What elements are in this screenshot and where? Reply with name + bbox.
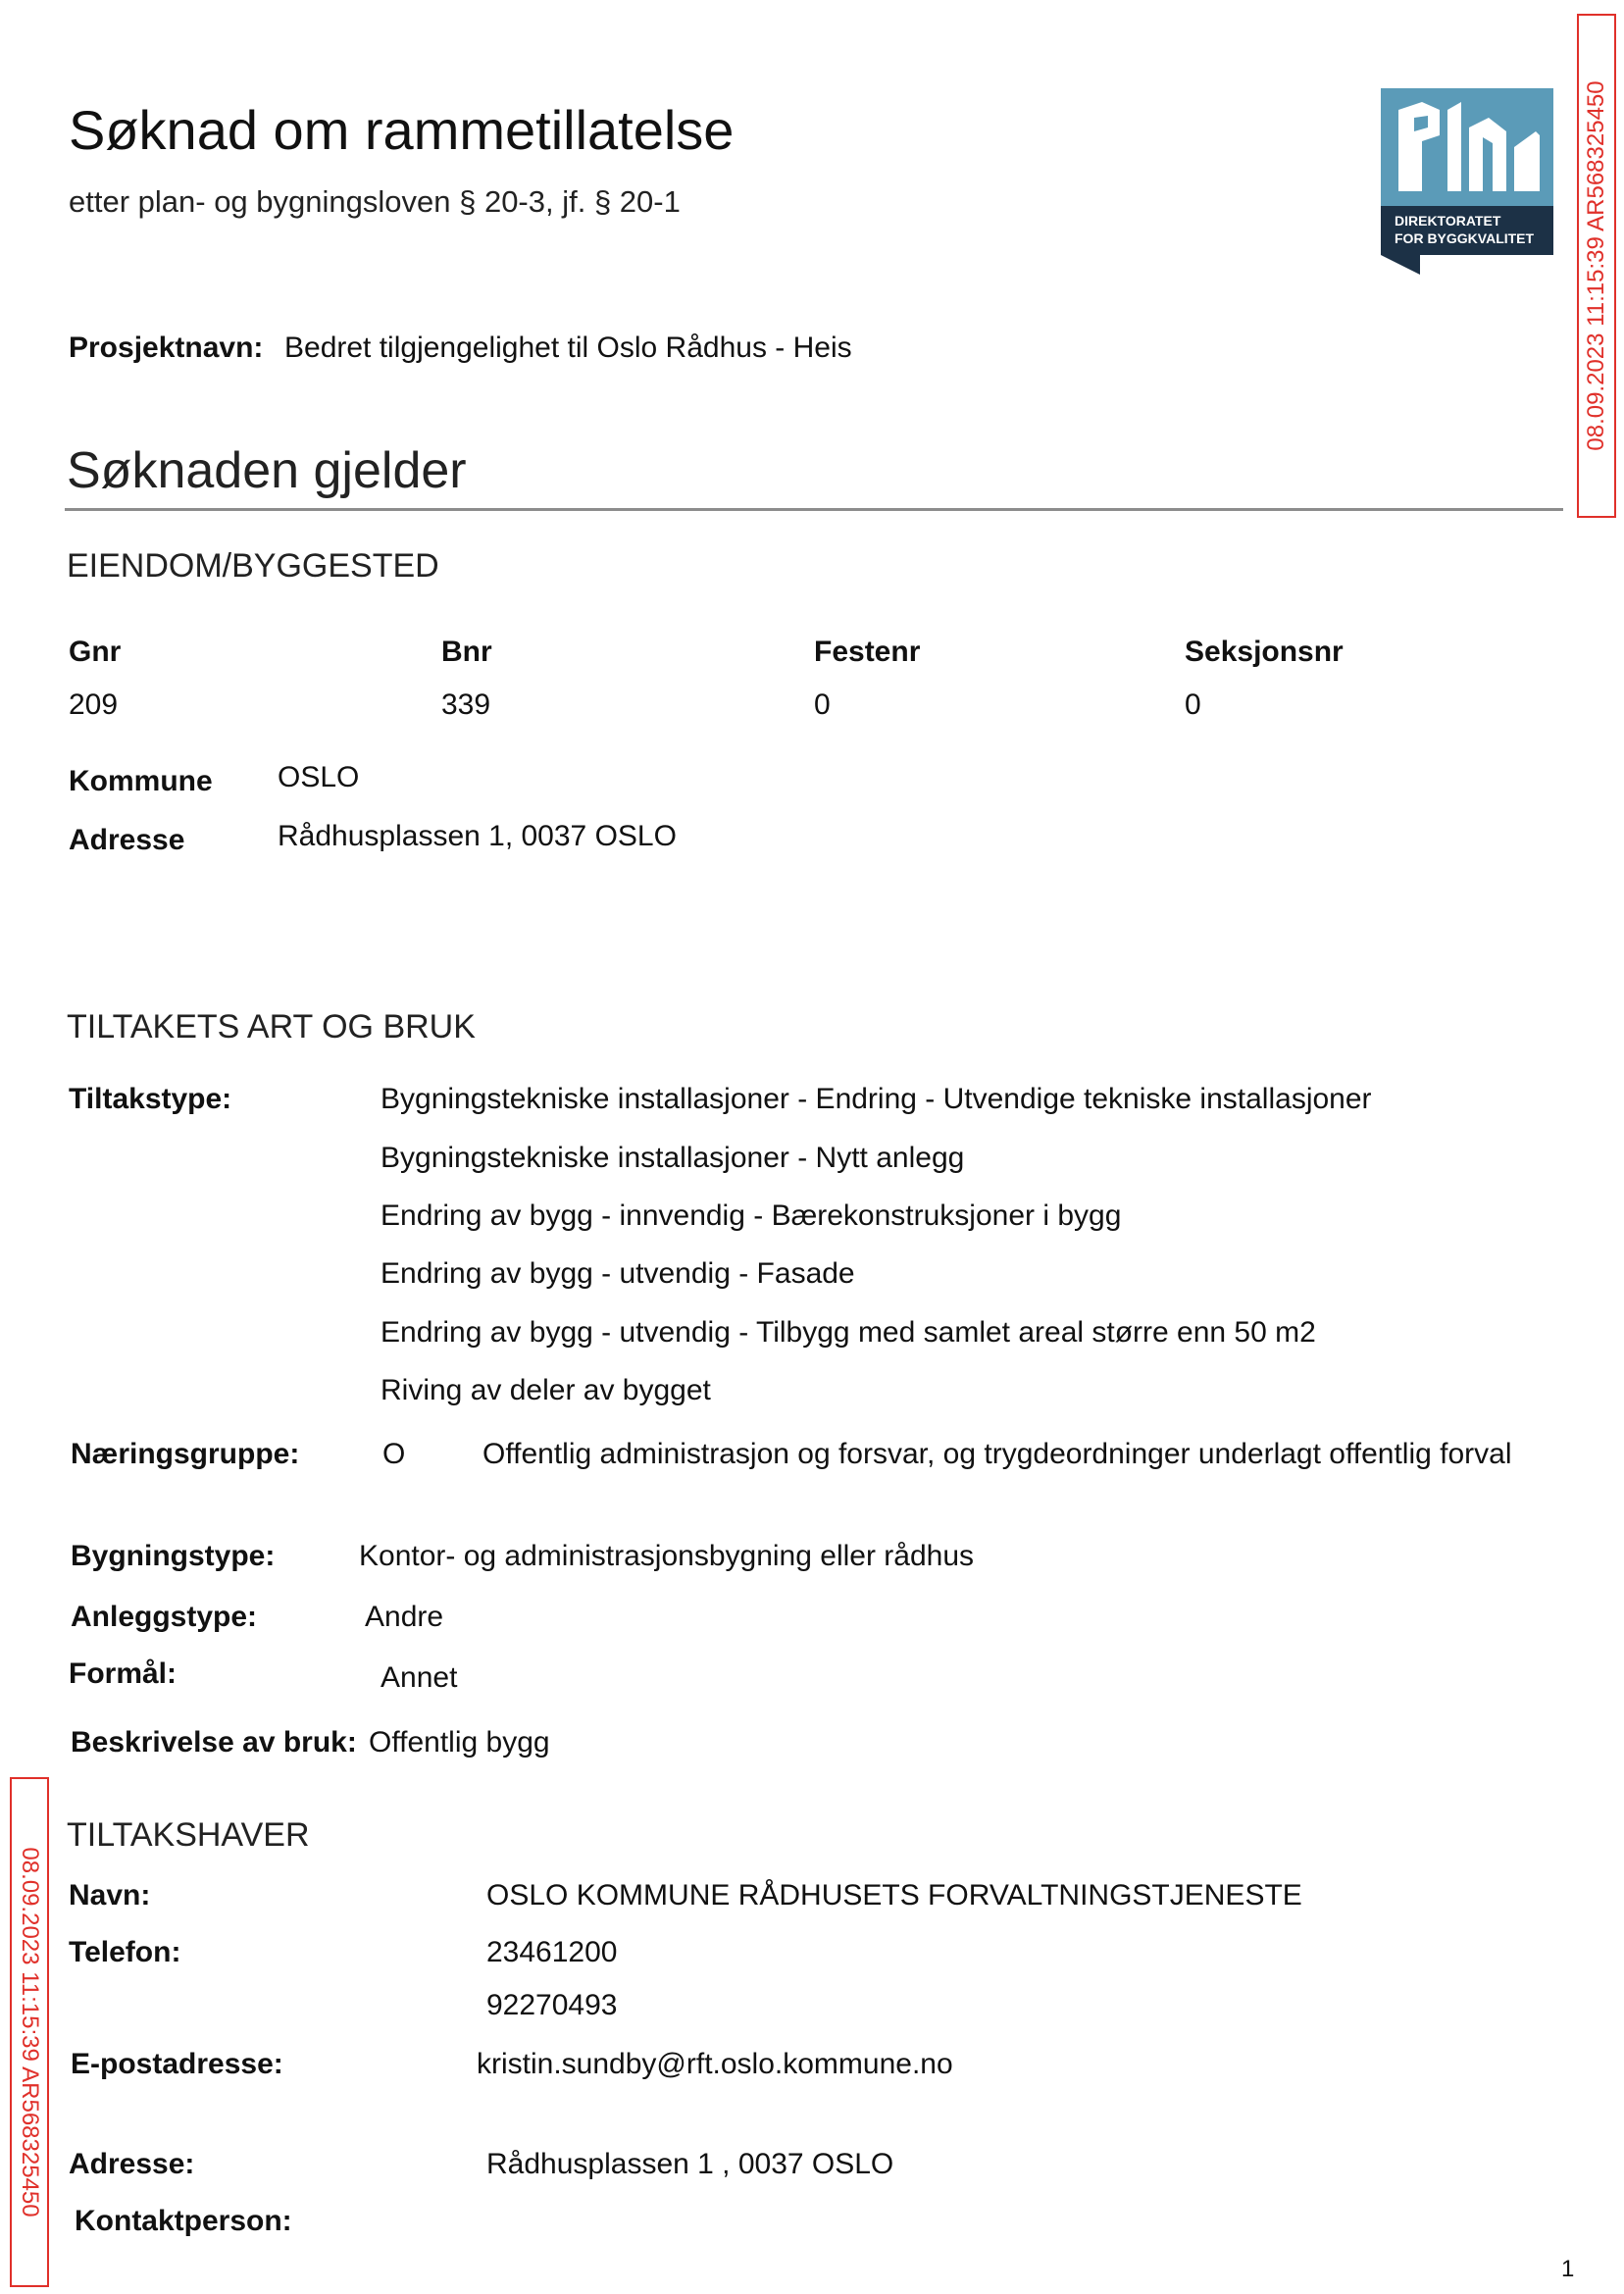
tiltakstype-item: Bygningstekniske installasjoner - Nytt anlegg bbox=[381, 1142, 965, 1174]
tiltakshaver-adresse-value: Rådhusplassen 1 , 0037 OSLO bbox=[486, 2148, 894, 2180]
tiltakshaver-heading: TILTAKSHAVER bbox=[67, 1816, 310, 1854]
document-title: Søknad om rammetillatelse bbox=[69, 99, 735, 161]
project-value: Bedret tilgjengelighet til Oslo Rådhus - Heis bbox=[284, 331, 852, 364]
seksjonsnr-value: 0 bbox=[1185, 688, 1201, 721]
archive-stamp-right bbox=[1577, 14, 1616, 518]
tiltakstype-item: Endring av bygg - innvendig - Bærekonstruksjoner i bygg bbox=[381, 1199, 1122, 1232]
kommune-label: Kommune bbox=[69, 765, 213, 797]
festenr-label: Festenr bbox=[814, 636, 921, 668]
naeringsgruppe-code: O bbox=[382, 1438, 406, 1470]
bygningstype-value: Kontor- og administrasjonsbygning eller rådhus bbox=[359, 1540, 975, 1572]
telefon-value: 92270493 bbox=[486, 1989, 618, 2021]
formal-label: Formål: bbox=[69, 1657, 178, 1690]
section-divider bbox=[65, 508, 1563, 511]
kontaktperson-label: Kontaktperson: bbox=[75, 2205, 292, 2237]
telefon-label: Telefon: bbox=[69, 1936, 181, 1968]
naeringsgruppe-label: Næringsgruppe: bbox=[71, 1438, 300, 1470]
tiltak-heading: TILTAKETS ART OG BRUK bbox=[67, 1008, 476, 1045]
tiltakstype-label: Tiltakstype: bbox=[69, 1083, 232, 1115]
project-label: Prosjektnavn: bbox=[69, 331, 264, 364]
archive-stamp-left bbox=[10, 1777, 49, 2287]
adresse-value: Rådhusplassen 1, 0037 OSLO bbox=[278, 820, 677, 852]
festenr-value: 0 bbox=[814, 688, 831, 721]
bygningstype-label: Bygningstype: bbox=[71, 1540, 276, 1572]
logo-tail bbox=[1381, 255, 1420, 275]
epost-label: E-postadresse: bbox=[71, 2048, 283, 2080]
gnr-value: 209 bbox=[69, 688, 119, 721]
anleggstype-label: Anleggstype: bbox=[71, 1601, 258, 1633]
formal-value: Annet bbox=[381, 1661, 458, 1694]
tiltakstype-item: Bygningstekniske installasjoner - Endring - Utvendige tekniske installasjoner bbox=[381, 1083, 1372, 1115]
seksjonsnr-label: Seksjonsnr bbox=[1185, 636, 1344, 668]
tiltakstype-item: Endring av bygg - utvendig - Fasade bbox=[381, 1257, 855, 1290]
kommune-value: OSLO bbox=[278, 761, 360, 793]
logo-text-line2: FOR BYGGKVALITET bbox=[1395, 230, 1535, 246]
beskrivelse-value: Offentlig bygg bbox=[369, 1726, 550, 1759]
document-subtitle: etter plan- og bygningsloven § 20-3, jf. § 20-1 bbox=[69, 184, 681, 219]
stamp-text: 08.09.2023 11:15:39 AR568325450 bbox=[1583, 80, 1609, 451]
gnr-label: Gnr bbox=[69, 636, 122, 668]
page-number: 1 bbox=[1561, 2256, 1575, 2282]
naeringsgruppe-text: Offentlig administrasjon og forsvar, og trygdeordninger underlagt offentlig forval bbox=[482, 1438, 1512, 1470]
stamp-text: 08.09.2023 11:15:39 AR568325450 bbox=[17, 1847, 43, 2218]
dibk-logo bbox=[1381, 88, 1553, 275]
bnr-value: 339 bbox=[441, 688, 491, 721]
section-title: Søknaden gjelder bbox=[67, 442, 467, 499]
bnr-label: Bnr bbox=[441, 636, 492, 668]
adresse-label: Adresse bbox=[69, 824, 185, 856]
navn-label: Navn: bbox=[69, 1879, 151, 1912]
property-heading: EIENDOM/BYGGESTED bbox=[67, 547, 439, 585]
telefon-value: 23461200 bbox=[486, 1936, 618, 1968]
tiltakstype-item: Endring av bygg - utvendig - Tilbygg med samlet areal større enn 50 m2 bbox=[381, 1316, 1316, 1349]
tiltakshaver-adresse-label: Adresse: bbox=[69, 2148, 195, 2180]
tiltakstype-item: Riving av deler av bygget bbox=[381, 1374, 711, 1406]
navn-value: OSLO KOMMUNE RÅDHUSETS FORVALTNINGSTJENESTE bbox=[486, 1879, 1302, 1912]
logo-text-line1: DIREKTORATET bbox=[1395, 213, 1501, 229]
anleggstype-value: Andre bbox=[365, 1601, 444, 1633]
beskrivelse-label: Beskrivelse av bruk: bbox=[71, 1726, 357, 1759]
epost-value: kristin.sundby@rft.oslo.kommune.no bbox=[477, 2048, 953, 2080]
